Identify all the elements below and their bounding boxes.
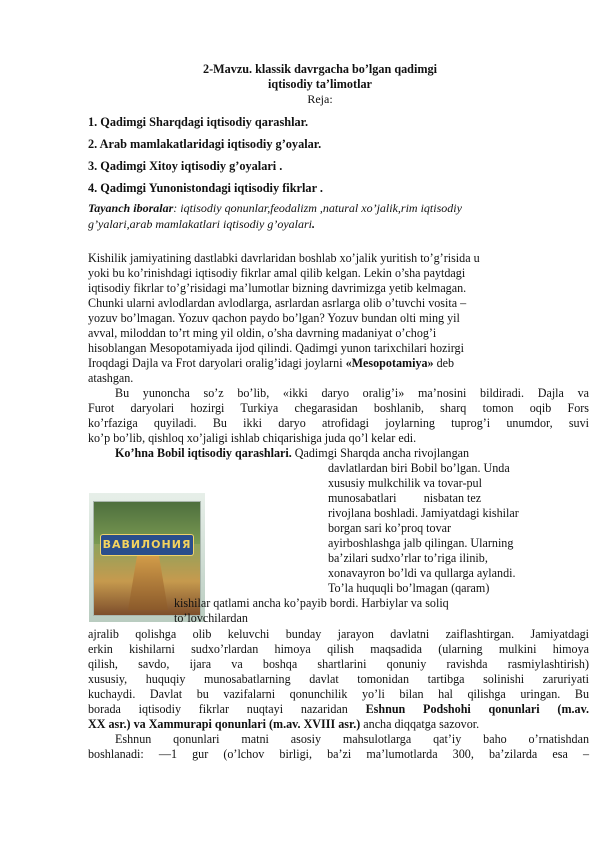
para1-line-6: avval, miloddan to’rt ming yil oldin, o’sha davrning madaniyat o’chog’i bbox=[88, 326, 437, 340]
wrap-line-1: davlatlardan biri Bobil bo’lgan. Unda bbox=[328, 461, 510, 475]
key-terms-end: . bbox=[312, 217, 315, 231]
para3-line-6-text: borada iqtisodiy fikrlar nuqtayi nazaridan bbox=[88, 702, 366, 716]
babylon-logo bbox=[100, 534, 194, 556]
document-title-line-2: iqtisodiy ta’limotlar bbox=[268, 77, 372, 91]
para3-line-2: erkin kishilarni sudxo’rlardan himoya qilish maqsadida (ularning mulkini himoya bbox=[88, 642, 589, 656]
para1-line-2: yoki bu ko’rinishdagi iqtisodiy fikrlar amal qilib kelgan. Lekin o’sha paytdagi bbox=[88, 266, 466, 280]
para1-line-3: iqtisodiy fikrlar to’g’risidagi ma’lumotlar bizning davrimizga yetib kelmagan. bbox=[88, 281, 467, 295]
wrap-line-7: ba’zilari sudxo’rlar to’riga ilinib, bbox=[328, 551, 488, 565]
wrap-line-3: munosabatlari nisbatan tez bbox=[328, 491, 482, 505]
mesopotamiya-term: «Mesopotamiya» bbox=[345, 356, 434, 370]
key-terms-line-2 bbox=[88, 217, 315, 232]
wrap-line-8: xonavayron bo’ldi va qullarga aylandi. bbox=[328, 566, 516, 580]
plan-item-2: 2. Arab mamlakatlaridagi iqtisodiy g’oyalar. bbox=[88, 137, 322, 151]
wrap-line-11: to’lovchilardan bbox=[174, 611, 248, 625]
para1-line-7: hisoblangan Mesopotamiyada ijod qilindi. Qadimgi yunon tarixchilari hozirgi bbox=[88, 341, 464, 355]
plan-heading: Reja: bbox=[307, 92, 333, 106]
para2-line-4: ko’p bo’lib, qishloq xo’jaligi ishlab chiqarishiga juda qo’l kelar edi. bbox=[88, 431, 417, 445]
babylon-logo-text: ВАВИЛОНИЯ bbox=[102, 538, 192, 551]
eshnun-laws-term: Eshnun Podshohi qonunlari (m.av. bbox=[365, 702, 589, 716]
para2-line-2: Furot daryolari hozirgi Turkiya chegarasidan boshlanib, sharq tomon oqib Fors bbox=[88, 401, 589, 415]
para1-line-4: Chunki ularni avlodlardan avlodlarga, asrlardan asrlarga olib o’tuvchi vosita – bbox=[88, 296, 467, 310]
key-terms-line-1 bbox=[88, 201, 462, 216]
tower-of-babel-icon bbox=[128, 550, 168, 610]
para1-line-8 bbox=[88, 356, 454, 371]
wrap-line-5: borgan sari ko’proq tovar bbox=[328, 521, 452, 535]
plan-item-1: 1. Qadimgi Sharqdagi iqtisodiy qarashlar. bbox=[88, 115, 309, 129]
xammurapi-laws-term: XX asr.) va Xammurapi qonunlari (m.av. XVIII asr.) bbox=[88, 717, 361, 731]
para2-line-3: ko’rfaziga quyiladi. Bu ikki daryo atrofidagi joylarning tuprog’i unumdor, suvi bbox=[88, 416, 589, 430]
para4-line-2: boshlanadi: ―1 gur (o’lchov birligi, ba’zi ma’lumotlarda 300, ba’zilarda esa – bbox=[88, 747, 589, 761]
section-heading-line bbox=[115, 446, 469, 461]
para1-line-1: Kishilik jamiyatining dastlabki davrlaridan boshlab xo’jalik yuritish to’g’risida u bbox=[88, 251, 480, 265]
wrap-line-10: kishilar qatlami ancha ko’payib bordi. Harbiylar va soliq bbox=[174, 596, 449, 610]
para1-line-8-end: deb bbox=[433, 356, 455, 370]
section-heading-text: Qadimgi Sharqda ancha rivojlangan bbox=[291, 446, 470, 460]
para3-line-3: qilish, savdo, ijara va boshqa shartlarini qonuniy ravishda rasmiylashtirish) bbox=[88, 657, 589, 671]
wrap-line-4: rivojlana boshladi. Jamiyatdagi kishilar bbox=[328, 506, 519, 520]
section-heading: Ko’hna Bobil iqtisodiy qarashlari. bbox=[115, 446, 292, 460]
para1-line-9: atashgan. bbox=[88, 371, 134, 385]
key-terms-text-2: g’yalari,arab mamlakatlari iqtisodiy g’oyalari bbox=[88, 217, 312, 231]
key-terms-label: Tayanch iboralar bbox=[88, 201, 174, 215]
para3-line-7-text: ancha diqqatga sazovor. bbox=[360, 717, 480, 731]
para2-line-1: Bu yunoncha so’z bo’lib, «ikki daryo oralig’i» ma’nosini bildiradi. Dajla va bbox=[115, 386, 589, 400]
para1-line-5: yozuv bo’lmagan. Yozuv qachon paydo bo’lgan? Yozuv bundan olti ming yil bbox=[88, 311, 460, 325]
document-title-line-1: 2-Mavzu. klassik davrgacha bo’lgan qadimgi bbox=[203, 62, 437, 76]
wrap-line-2: xususiy mulkchilik va tovar-pul bbox=[328, 476, 482, 490]
key-terms-text: : iqtisodiy qonunlar,feodalizm ,natural xo’jalik,rim iqtisodiy bbox=[173, 201, 462, 215]
para3-line-5: kuchaydi. Davlat bu vazifalarni qonunchilik yo’li bilan hal qilishga uringan. Bu bbox=[88, 687, 589, 701]
para3-line-7 bbox=[88, 717, 479, 732]
para3-line-1: ajralib qolishga olib keluvchi bunday jarayon davlatni zaiflashtirgan. Jamiyatdagi bbox=[88, 627, 589, 641]
para1-line-8-text: Iroqdagi Dajla va Frot daryolari oralig’idagi joylarni bbox=[88, 356, 346, 370]
wrap-line-6: ayirboshlashga jalb qilingan. Ularning bbox=[328, 536, 514, 550]
plan-item-4: 4. Qadimgi Yunonistondagi iqtisodiy fikrlar . bbox=[88, 181, 323, 195]
para3-line-6 bbox=[88, 702, 589, 717]
plan-item-3: 3. Qadimgi Xitoy iqtisodiy g’oyalari . bbox=[88, 159, 283, 173]
para4-line-1: Eshnun qonunlari matni asosiy mahsulotlarga qat’iy baho o’rnatishdan bbox=[115, 732, 589, 746]
para3-line-4: xususiy, huquqiy munosabatlarning davlat tomonidan tartibga solinishi zaruriyati bbox=[88, 672, 589, 686]
wrap-line-9: To’la huquqli bo’lmagan (qaram) bbox=[328, 581, 490, 595]
